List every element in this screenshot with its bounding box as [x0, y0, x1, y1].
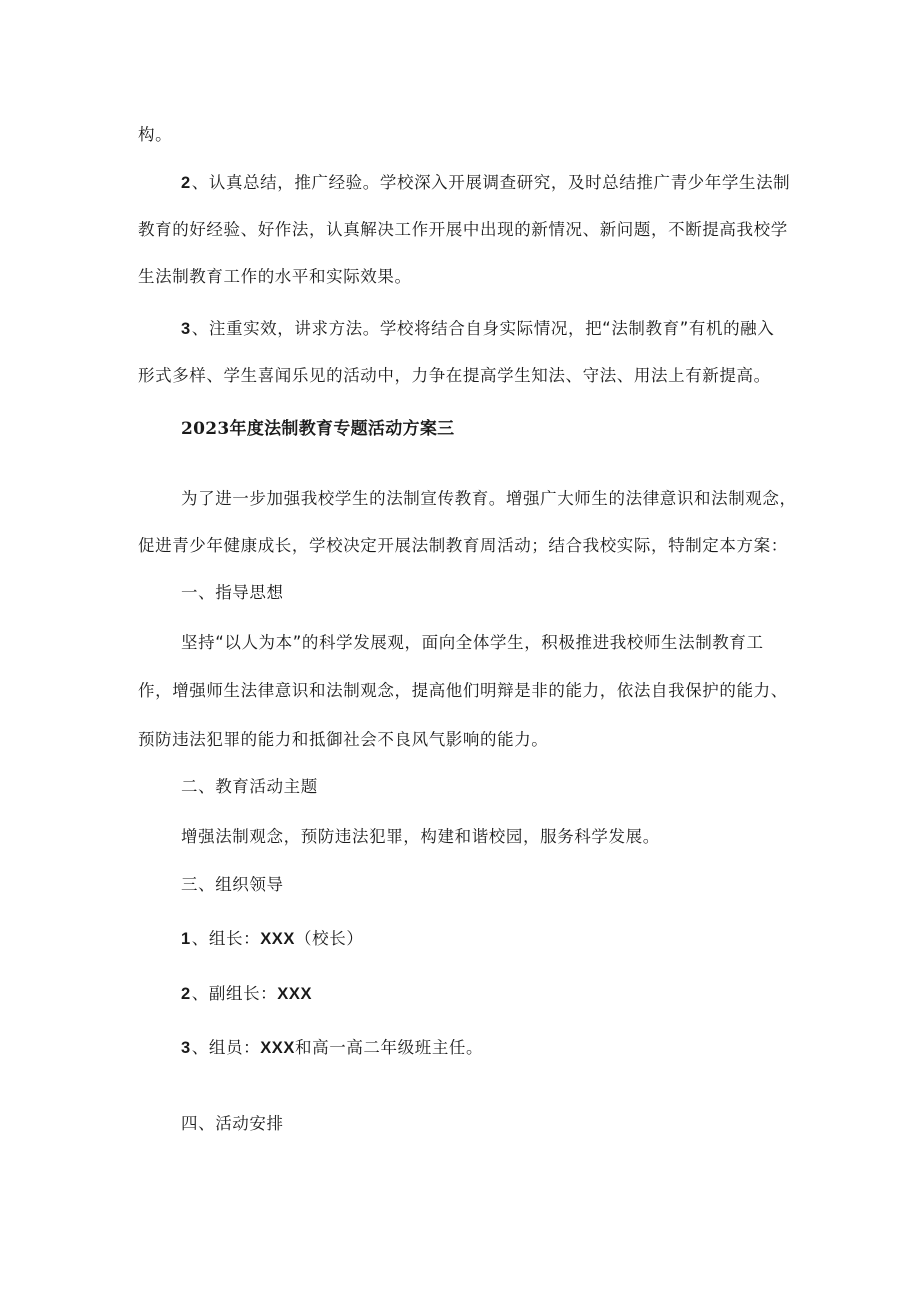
- org-item-2: [181, 983, 312, 1005]
- paragraph-text: 教育的好经验、好作法，认真解决工作开展中出现的新情况、新问题，不断提高我校学: [138, 220, 788, 239]
- org-note: （校长）: [295, 929, 364, 948]
- org-name: XXX: [277, 985, 313, 1003]
- paragraph-text: 作，增强师生法律意识和法制观念，提高他们明辩是非的能力，依法自我保护的能力、: [138, 681, 788, 700]
- org-item-1: [181, 928, 363, 950]
- org-name: XXX: [260, 930, 296, 948]
- paragraph-text: 坚持“以人为本”的科学发展观，面向全体学生，积极推进我校师生法制教育工: [181, 633, 764, 652]
- paragraph-tail: [138, 124, 172, 146]
- org-role: 、组长：: [191, 929, 261, 948]
- guiding-line-2: [138, 680, 788, 702]
- heading-activities: 四、活动安排: [181, 1114, 284, 1133]
- item-number: 3: [181, 320, 191, 338]
- item-number: 2: [181, 985, 191, 1003]
- heading-guiding: 一、指导思想: [181, 583, 284, 602]
- heading-organization: 三、组织领导: [181, 875, 284, 894]
- paragraph-2-line-2: [138, 219, 788, 241]
- org-role: 、组员：: [191, 1038, 261, 1057]
- paragraph-text: 、注重实效，讲求方法。学校将结合自身实际情况，把“法制教育”有机的融入: [191, 319, 775, 338]
- guiding-line-1: [181, 632, 764, 654]
- paragraph-text: 促进青少年健康成长，学校决定开展法制教育周活动；结合我校实际，特制定本方案：: [138, 536, 788, 555]
- paragraph-3-line-2: [138, 365, 771, 387]
- paragraph-text: 、认真总结，推广经验。学校深入开展调查研究，及时总结推广青少年学生法制: [191, 173, 791, 192]
- heading-theme: 二、教育活动主题: [181, 777, 318, 796]
- paragraph-3-line-1: [181, 318, 774, 340]
- org-name: XXX: [260, 1039, 296, 1057]
- item-number: 3: [181, 1039, 191, 1057]
- paragraph-text: 为了进一步加强我校学生的法制宣传教育。增强广大师生的法律意识和法制观念，: [181, 489, 797, 508]
- guiding-line-3: [138, 729, 548, 751]
- paragraph-text: 预防违法犯罪的能力和抵御社会不良风气影响的能力。: [138, 730, 549, 749]
- theme-text: 增强法制观念，预防违法犯罪，构建和谐校园，服务科学发展。: [181, 827, 660, 846]
- intro-line-2: [138, 535, 788, 557]
- paragraph-2-line-1: [181, 172, 790, 194]
- item-number: 1: [181, 930, 191, 948]
- section-title: 2023年度法制教育专题活动方案三: [181, 419, 455, 439]
- paragraph-2-line-3: [138, 266, 412, 288]
- paragraph-text: 生法制教育工作的水平和实际效果。: [138, 267, 412, 286]
- item-number: 2: [181, 174, 191, 192]
- org-note: 和高一高二年级班主任。: [295, 1038, 484, 1057]
- paragraph-text: 构。: [138, 125, 173, 144]
- org-role: 、副组长：: [191, 984, 278, 1003]
- org-item-3: [181, 1037, 483, 1059]
- paragraph-text: 形式多样、学生喜闻乐见的活动中，力争在提高学生知法、守法、用法上有新提高。: [138, 366, 771, 385]
- intro-line-1: [181, 488, 797, 510]
